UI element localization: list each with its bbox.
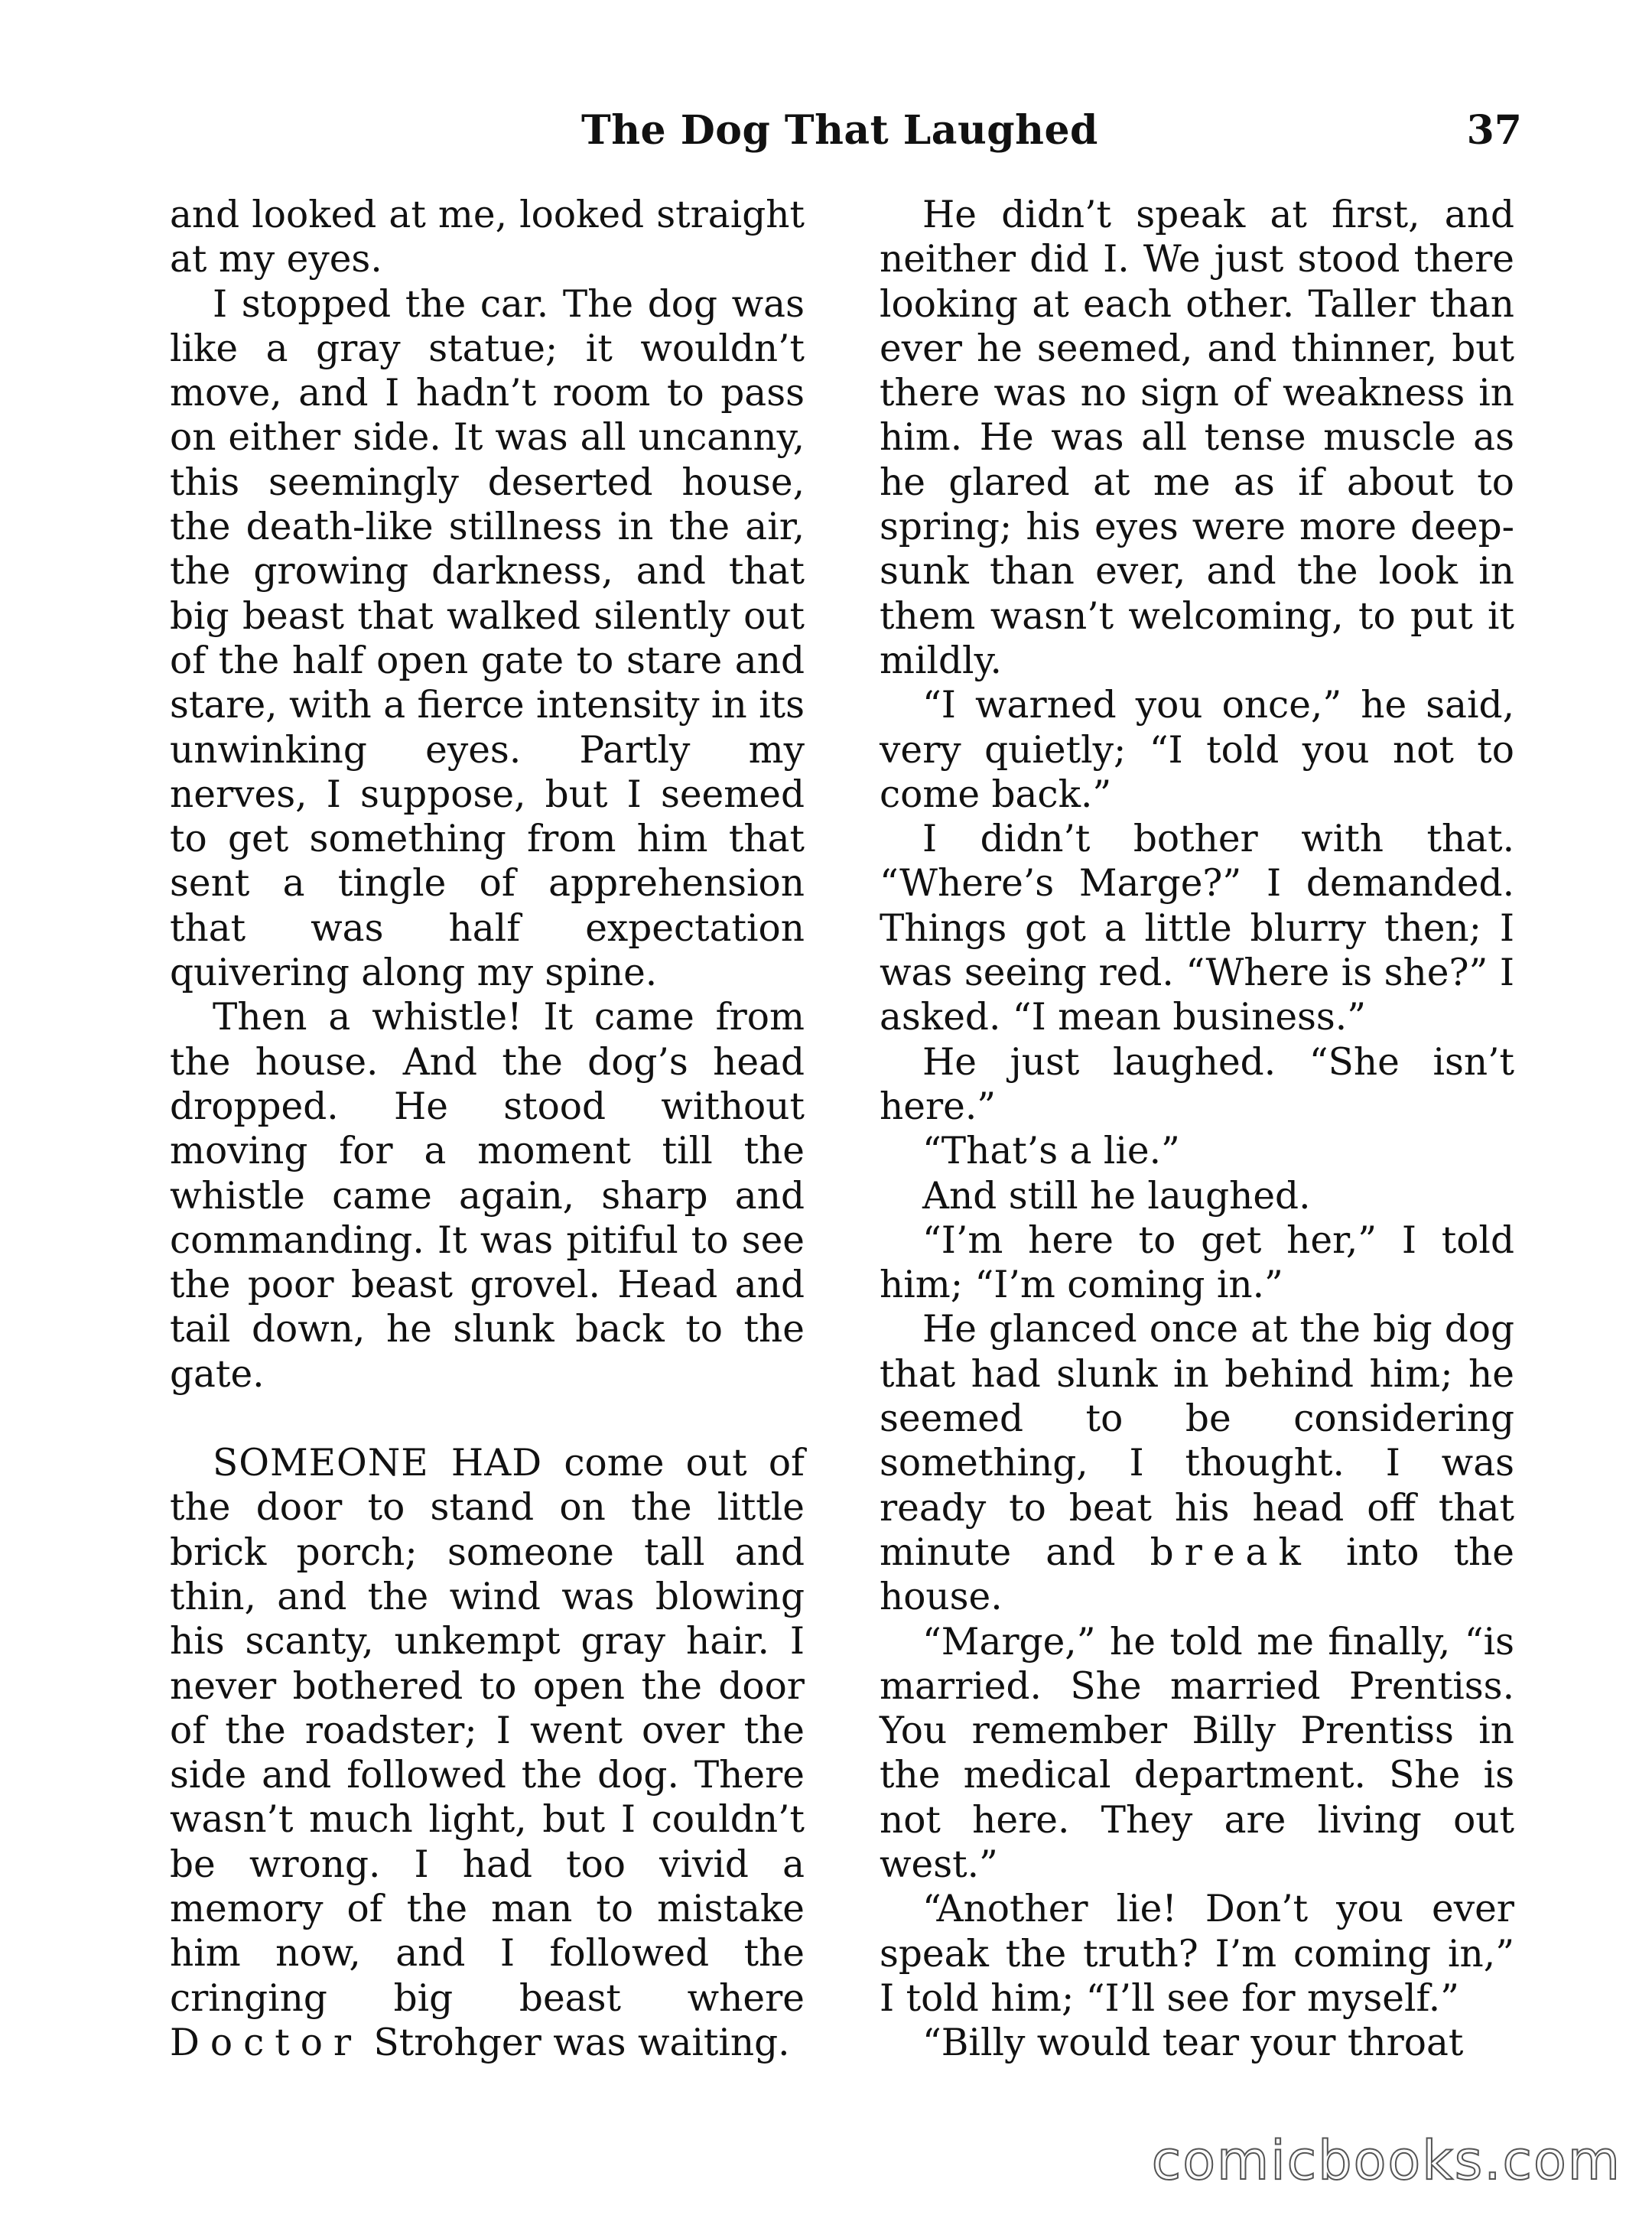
section-paragraph — [170, 1441, 805, 2065]
spaced-word: Doctor — [170, 2021, 363, 2064]
page-number: 37 — [1466, 107, 1522, 154]
running-title: The Dog That Laughed — [581, 107, 1098, 154]
paragraph: I stopped the car. The dog was like a gray statue; it wouldn’t move, and I hadn’t room to pass on either side. It was all uncanny, this seemingly deserted house, the death-like stillness in the air, the growing darkness, and that big beast that walked silently out of the half open gate to stare and stare, with a fierce intensity in its unwinking eyes. Partly my nerves, I suppose, but I seemed to get something from him that sent a tingle of apprehension that was half expectation quivering along my spine. — [170, 282, 805, 995]
paragraph: “I warned you once,” he said, very quietly; “I told you not to come back.” — [880, 684, 1514, 816]
paragraph-text: He glanced once at the big dog that had slunk in behind him; he seemed to be considering something, I thought. I was ready to beat his head off that minute and — [880, 1308, 1514, 1574]
section-text: Strohger was waiting. — [362, 2021, 790, 2064]
section-lead: SOMEONE HAD — [213, 1442, 543, 1485]
paragraph: “Billy would tear your throat — [922, 2021, 1464, 2065]
watermark: comicbooks.com — [1151, 2129, 1621, 2192]
paragraph: and looked at me, looked straight at my eyes. — [170, 194, 805, 281]
paragraph: “Another lie! Don’t you ever speak the truth? I’m coming in,” I told him; “I’ll see for myself.” — [880, 1888, 1514, 2020]
running-header — [168, 107, 1522, 176]
paragraph — [880, 1307, 1514, 1619]
paragraph: I didn’t bother with that. “Where’s Marge?” I demanded. Things got a little blurry then; I was seeing red. “Where is she?” I asked. “I mean business.” — [880, 818, 1514, 1039]
left-column — [170, 193, 805, 2065]
paragraph: And still he laughed. — [922, 1174, 1311, 1218]
paragraph: “That’s a lie.” — [922, 1130, 1180, 1173]
paragraph: Then a whistle! It came from the house. And the dog’s head dropped. He stood without moving for a moment till the whistle came again, sharp and commanding. It was pitiful to see the poor beast grovel. Head and tail down, he slunk back to the gate. — [170, 996, 805, 1396]
paragraph: “I’m here to get her,” I told him; “I’m coming in.” — [880, 1218, 1514, 1307]
spaced-word: break — [1150, 1530, 1312, 1574]
right-column — [880, 193, 1514, 2065]
paragraph: He didn’t speak at first, and neither did I. We just stood there looking at each other. Taller than ever he seemed, and thinner, but there was no sign of weakness in him. He was all tense muscle as he glared at me as if about to spring; his eyes were more deep-sunk than ever, and the look in them wasn’t welcoming, to put it mildly. — [880, 194, 1514, 682]
paragraph: “Marge,” he told me finally, “is married. She married Prentiss. You remember Billy Prentiss in the medical department. She is not here. They are living out west.” — [880, 1620, 1514, 1886]
paragraph-text: into the house. — [880, 1530, 1514, 1619]
section-text: come out of the door to stand on the little brick porch; someone tall and thin, and the wind was blowing his scanty, unkempt gray hair. I never bothered to open the door of the roadster; I went over the side and followed the dog. There wasn’t much light, but I couldn’t be wrong. I had too vivid a memory of the man to mistake him now, and I followed the cringing big beast where — [170, 1442, 805, 2020]
paragraph: He just laughed. “She isn’t here.” — [880, 1040, 1514, 1128]
